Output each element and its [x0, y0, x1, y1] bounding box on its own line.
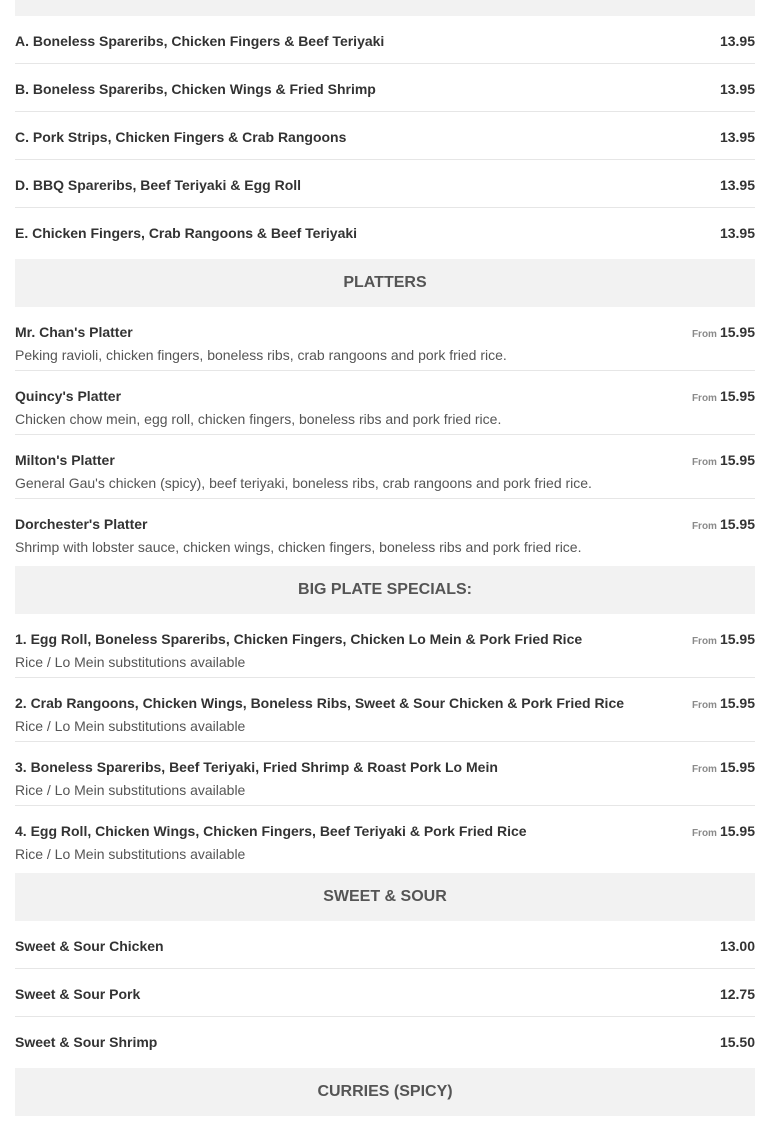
item-price [692, 631, 755, 647]
item-price: 13.95 [719, 81, 755, 97]
section-header-platters: PLATTERS [15, 259, 755, 307]
item-name: C. Pork Strips, Chicken Fingers & Crab Rangoons [15, 129, 347, 145]
menu-item[interactable] [15, 921, 755, 969]
from-label: From [691, 828, 717, 839]
section-header-sweet-sour: SWEET & SOUR [15, 873, 755, 921]
item-price [692, 516, 755, 532]
item-name: Milton's Platter [15, 452, 115, 468]
section-header-big-plate: BIG PLATE SPECIALS: [15, 566, 755, 614]
item-name: 4. Egg Roll, Chicken Wings, Chicken Fingers, Beef Teriyaki & Pork Fried Rice [15, 823, 527, 839]
item-description: General Gau's chicken (spicy), beef teriyaki, boneless ribs, crab rangoons and pork fried rice. [15, 475, 592, 491]
menu-item[interactable] [15, 435, 755, 499]
menu-item[interactable] [15, 160, 755, 208]
menu-page [15, 0, 755, 1116]
item-description: Chicken chow mein, egg roll, chicken fingers, boneless ribs and pork fried rice. [15, 411, 502, 427]
menu-item[interactable] [15, 806, 755, 869]
item-price: 13.95 [719, 225, 755, 241]
menu-item[interactable] [15, 1017, 755, 1064]
from-label: From [691, 457, 717, 468]
from-label: From [691, 521, 717, 532]
menu-item[interactable] [15, 112, 755, 160]
item-name: B. Boneless Spareribs, Chicken Wings & Fried Shrimp [15, 81, 376, 97]
from-label: From [691, 329, 717, 340]
item-name: 1. Egg Roll, Boneless Spareribs, Chicken Fingers, Chicken Lo Mein & Pork Fried Rice [15, 631, 583, 647]
item-description: Rice / Lo Mein substitutions available [15, 846, 246, 862]
menu-item[interactable] [15, 678, 755, 742]
item-price [692, 759, 755, 775]
section-header-curries: CURRIES (SPICY) [15, 1068, 755, 1116]
item-price [692, 823, 755, 839]
from-label: From [691, 700, 717, 711]
section-header-combos [15, 0, 755, 16]
from-label: From [691, 636, 717, 647]
item-name: 3. Boneless Spareribs, Beef Teriyaki, Fried Shrimp & Roast Pork Lo Mein [15, 759, 498, 775]
menu-item[interactable] [15, 307, 755, 371]
menu-item[interactable] [15, 614, 755, 678]
item-price [692, 388, 755, 404]
price-value: 15.95 [719, 452, 755, 468]
item-name: 2. Crab Rangoons, Chicken Wings, Boneless Ribs, Sweet & Sour Chicken & Pork Fried Rice [15, 695, 625, 711]
item-name: Mr. Chan's Platter [15, 324, 133, 340]
item-description: Rice / Lo Mein substitutions available [15, 718, 246, 734]
item-price [692, 324, 755, 340]
item-price: 13.95 [719, 177, 755, 193]
item-name: D. BBQ Spareribs, Beef Teriyaki & Egg Roll [15, 177, 302, 193]
item-description: Rice / Lo Mein substitutions available [15, 782, 246, 798]
from-label: From [691, 393, 717, 404]
item-name: A. Boneless Spareribs, Chicken Fingers & Beef Teriyaki [15, 33, 385, 49]
item-price: 12.75 [719, 986, 755, 1002]
menu-item[interactable] [15, 64, 755, 112]
item-name: Sweet & Sour Shrimp [15, 1034, 158, 1050]
price-value: 15.95 [719, 324, 755, 340]
price-value: 15.95 [719, 631, 755, 647]
item-name: Quincy's Platter [15, 388, 122, 404]
item-price [692, 452, 755, 468]
from-label: From [691, 764, 717, 775]
menu-item[interactable] [15, 371, 755, 435]
price-value: 15.95 [719, 516, 755, 532]
item-price: 15.50 [719, 1034, 755, 1050]
price-value: 15.95 [719, 823, 755, 839]
menu-item[interactable] [15, 208, 755, 255]
item-name: Sweet & Sour Chicken [15, 938, 164, 954]
item-name: E. Chicken Fingers, Crab Rangoons & Beef Teriyaki [15, 225, 358, 241]
item-name: Dorchester's Platter [15, 516, 148, 532]
price-value: 15.95 [719, 695, 755, 711]
item-description: Rice / Lo Mein substitutions available [15, 654, 246, 670]
item-description: Shrimp with lobster sauce, chicken wings, chicken fingers, boneless ribs and pork fried rice. [15, 539, 582, 555]
item-price: 13.95 [719, 33, 755, 49]
item-price [692, 695, 755, 711]
item-price: 13.00 [719, 938, 755, 954]
item-description: Peking ravioli, chicken fingers, boneless ribs, crab rangoons and pork fried rice. [15, 347, 507, 363]
menu-item[interactable] [15, 499, 755, 562]
menu-item[interactable] [15, 969, 755, 1017]
menu-item[interactable] [15, 16, 755, 64]
price-value: 15.95 [719, 759, 755, 775]
price-value: 15.95 [719, 388, 755, 404]
item-price: 13.95 [719, 129, 755, 145]
item-name: Sweet & Sour Pork [15, 986, 141, 1002]
menu-item[interactable] [15, 742, 755, 806]
